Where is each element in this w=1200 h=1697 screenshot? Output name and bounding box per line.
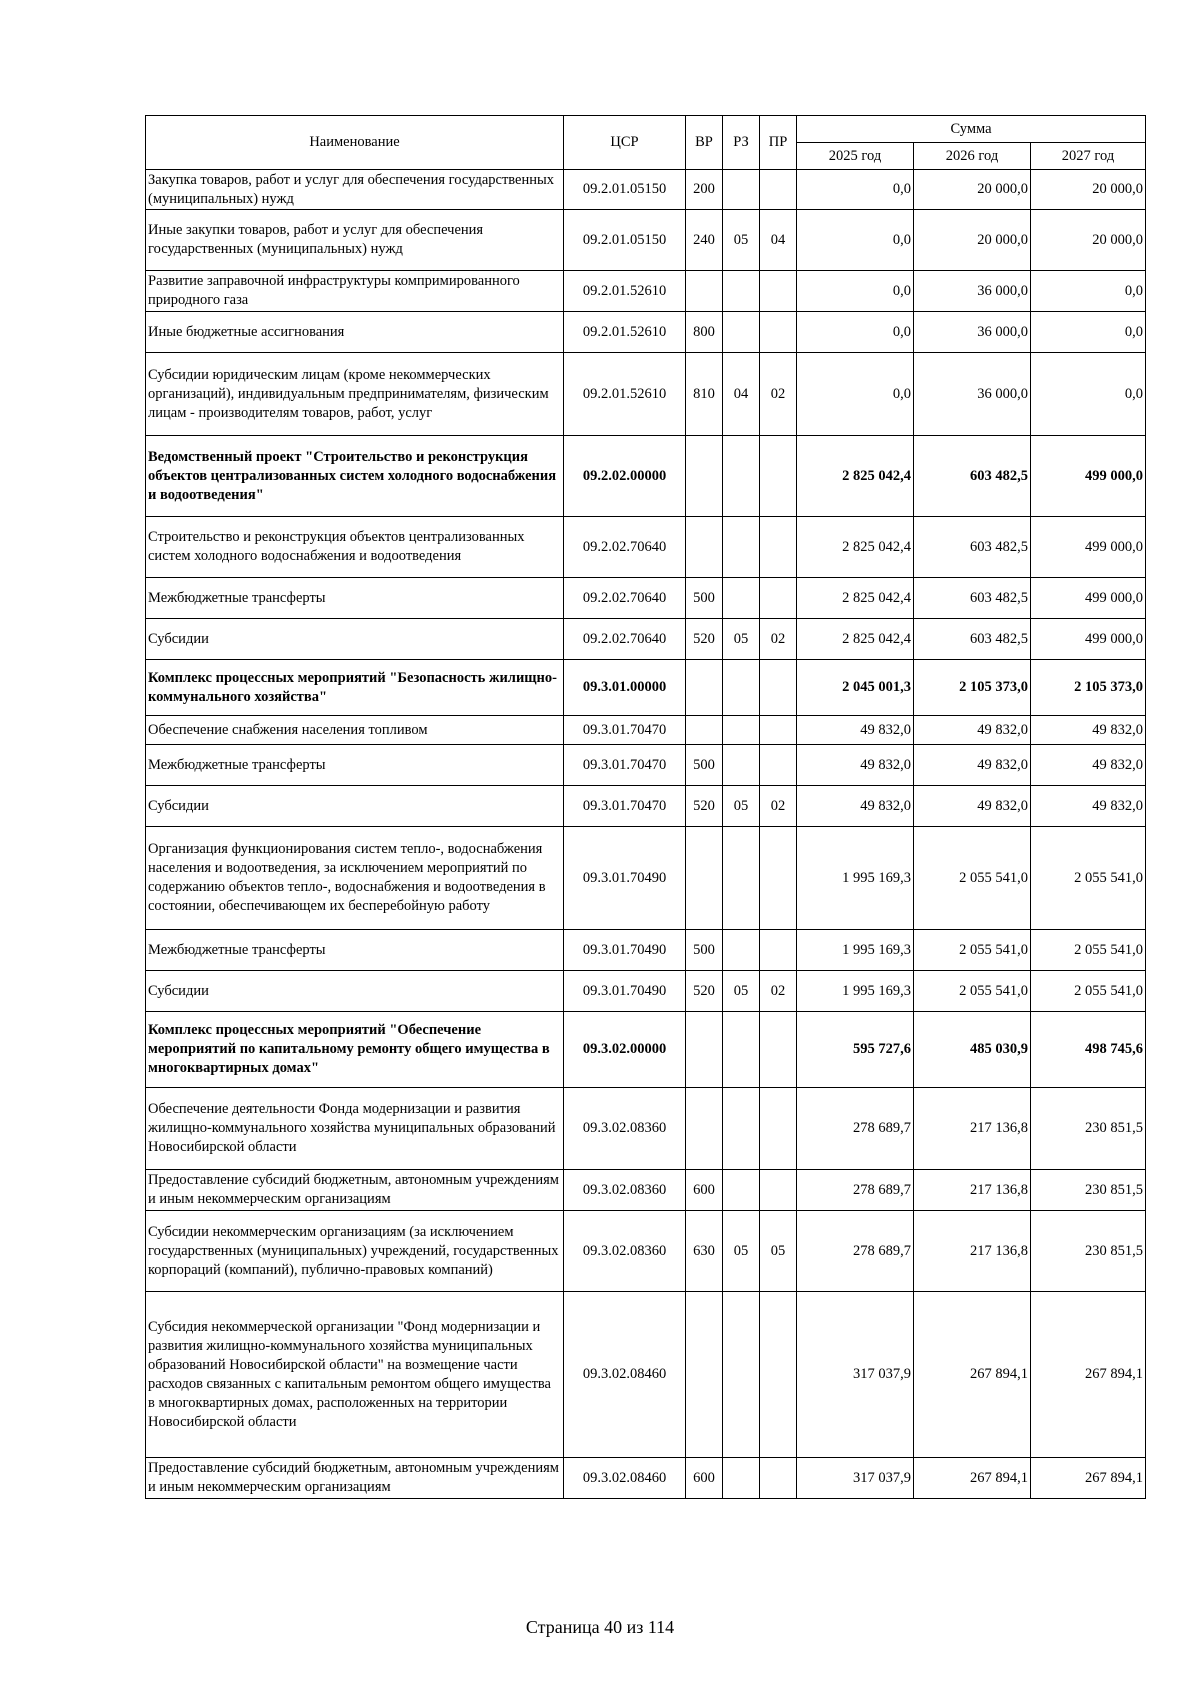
row-sum-2026: 603 482,5 (914, 578, 1031, 619)
row-name: Иные бюджетные ассигнования (146, 312, 564, 353)
row-sum-2027: 0,0 (1031, 353, 1146, 436)
row-csr: 09.2.02.70640 (564, 619, 686, 660)
row-sum-2025: 317 037,9 (797, 1292, 914, 1458)
row-csr: 09.3.02.08360 (564, 1170, 686, 1211)
header-name: Наименование (146, 116, 564, 170)
row-pr (760, 517, 797, 578)
row-sum-2026: 603 482,5 (914, 517, 1031, 578)
row-pr (760, 930, 797, 971)
row-sum-2026: 267 894,1 (914, 1458, 1031, 1499)
row-rz (723, 271, 760, 312)
row-sum-2027: 267 894,1 (1031, 1458, 1146, 1499)
row-sum-2027: 498 745,6 (1031, 1012, 1146, 1088)
row-rz (723, 517, 760, 578)
row-csr: 09.2.02.70640 (564, 517, 686, 578)
row-sum-2025: 1 995 169,3 (797, 971, 914, 1012)
row-sum-2027: 230 851,5 (1031, 1170, 1146, 1211)
row-vr: 500 (686, 578, 723, 619)
row-pr (760, 312, 797, 353)
row-csr: 09.3.02.08460 (564, 1458, 686, 1499)
row-sum-2025: 0,0 (797, 312, 914, 353)
row-rz: 05 (723, 210, 760, 271)
row-pr: 02 (760, 786, 797, 827)
row-vr: 600 (686, 1170, 723, 1211)
row-sum-2025: 49 832,0 (797, 716, 914, 745)
table-row (146, 619, 1146, 660)
table-row (146, 971, 1146, 1012)
row-pr: 04 (760, 210, 797, 271)
row-sum-2026: 20 000,0 (914, 170, 1031, 210)
row-sum-2025: 2 045 001,3 (797, 660, 914, 716)
row-sum-2025: 49 832,0 (797, 745, 914, 786)
table-row (146, 1292, 1146, 1458)
row-name: Межбюджетные трансферты (146, 578, 564, 619)
table-row (146, 436, 1146, 517)
row-pr (760, 578, 797, 619)
row-name: Обеспечение снабжения населения топливом (146, 716, 564, 745)
table-row (146, 716, 1146, 745)
row-name: Комплекс процессных мероприятий "Безопасность жилищно-коммунального хозяйства" (146, 660, 564, 716)
row-rz (723, 660, 760, 716)
row-sum-2025: 2 825 042,4 (797, 436, 914, 517)
row-sum-2025: 2 825 042,4 (797, 619, 914, 660)
row-sum-2025: 595 727,6 (797, 1012, 914, 1088)
row-vr: 810 (686, 353, 723, 436)
row-sum-2026: 485 030,9 (914, 1012, 1031, 1088)
row-sum-2026: 217 136,8 (914, 1088, 1031, 1170)
row-vr (686, 660, 723, 716)
row-vr: 500 (686, 930, 723, 971)
row-sum-2026: 49 832,0 (914, 745, 1031, 786)
row-name: Субсидии (146, 786, 564, 827)
row-name: Закупка товаров, работ и услуг для обеспечения государственных (муниципальных) нужд (146, 170, 564, 210)
page-number: Страница 40 из 114 (525, 1617, 675, 1637)
row-sum-2027: 499 000,0 (1031, 517, 1146, 578)
row-rz (723, 312, 760, 353)
row-vr (686, 716, 723, 745)
row-csr: 09.3.01.70490 (564, 971, 686, 1012)
row-vr: 600 (686, 1458, 723, 1499)
row-sum-2027: 20 000,0 (1031, 210, 1146, 271)
row-sum-2027: 499 000,0 (1031, 578, 1146, 619)
row-name: Организация функционирования систем тепло-, водоснабжения населения и водоотведения, за исключением мероприятий по содержанию объектов тепло-, водоснабжения и водоотведения в состоянии, обеспечивающем их бесперебойную работу (146, 827, 564, 930)
row-sum-2026: 217 136,8 (914, 1170, 1031, 1211)
row-csr: 09.2.01.05150 (564, 170, 686, 210)
row-pr: 02 (760, 353, 797, 436)
row-sum-2026: 36 000,0 (914, 271, 1031, 312)
table-row (146, 930, 1146, 971)
row-sum-2026: 20 000,0 (914, 210, 1031, 271)
row-vr: 800 (686, 312, 723, 353)
row-rz (723, 745, 760, 786)
row-sum-2027: 230 851,5 (1031, 1088, 1146, 1170)
row-pr: 02 (760, 971, 797, 1012)
table-row (146, 210, 1146, 271)
row-pr: 02 (760, 619, 797, 660)
row-name: Предоставление субсидий бюджетным, автономным учреждениям и иным некоммерческим организациям (146, 1458, 564, 1499)
row-pr (760, 1458, 797, 1499)
row-name: Ведомственный проект "Строительство и реконструкция объектов централизованных систем холодного водоснабжения и водоотведения" (146, 436, 564, 517)
table-row (146, 353, 1146, 436)
row-name: Субсидии некоммерческим организациям (за исключением государственных (муниципальных) учреждений, государственных корпораций (компаний), публично-правовых компаний) (146, 1211, 564, 1292)
row-sum-2027: 0,0 (1031, 271, 1146, 312)
row-sum-2025: 0,0 (797, 210, 914, 271)
row-sum-2026: 2 055 541,0 (914, 930, 1031, 971)
row-vr: 520 (686, 971, 723, 1012)
row-sum-2026: 36 000,0 (914, 353, 1031, 436)
row-rz (723, 1170, 760, 1211)
row-vr: 520 (686, 786, 723, 827)
table-row (146, 1458, 1146, 1499)
row-sum-2027: 230 851,5 (1031, 1211, 1146, 1292)
row-sum-2026: 2 055 541,0 (914, 827, 1031, 930)
row-rz (723, 436, 760, 517)
row-sum-2026: 36 000,0 (914, 312, 1031, 353)
row-name: Межбюджетные трансферты (146, 745, 564, 786)
row-sum-2027: 49 832,0 (1031, 745, 1146, 786)
budget-table (145, 115, 1146, 1499)
row-sum-2025: 49 832,0 (797, 786, 914, 827)
row-vr (686, 1012, 723, 1088)
row-rz: 04 (723, 353, 760, 436)
row-vr: 500 (686, 745, 723, 786)
table-body (146, 170, 1146, 1499)
row-rz: 05 (723, 1211, 760, 1292)
table-row (146, 745, 1146, 786)
table-row (146, 1170, 1146, 1211)
row-sum-2025: 2 825 042,4 (797, 578, 914, 619)
row-pr (760, 745, 797, 786)
row-name: Субсидии (146, 971, 564, 1012)
row-sum-2026: 2 105 373,0 (914, 660, 1031, 716)
row-name: Субсидия некоммерческой организации "Фонд модернизации и развития жилищно-коммунального хозяйства муниципальных образований Новосибирской области" на возмещение части расходов связанных с капитальным ремонтом общего имущества в многоквартирных домах, расположенных на территории Новосибирской области (146, 1292, 564, 1458)
row-rz: 05 (723, 786, 760, 827)
row-sum-2025: 1 995 169,3 (797, 930, 914, 971)
row-sum-2027: 499 000,0 (1031, 619, 1146, 660)
row-sum-2025: 0,0 (797, 170, 914, 210)
row-vr (686, 827, 723, 930)
row-pr (760, 170, 797, 210)
row-csr: 09.2.01.52610 (564, 312, 686, 353)
row-name: Межбюджетные трансферты (146, 930, 564, 971)
row-rz (723, 578, 760, 619)
row-rz (723, 170, 760, 210)
row-sum-2025: 2 825 042,4 (797, 517, 914, 578)
row-csr: 09.3.02.08360 (564, 1211, 686, 1292)
header-2026: 2026 год (914, 143, 1031, 170)
row-sum-2026: 603 482,5 (914, 619, 1031, 660)
header-csr: ЦСР (564, 116, 686, 170)
table-row (146, 271, 1146, 312)
row-pr (760, 1292, 797, 1458)
row-name: Обеспечение деятельности Фонда модернизации и развития жилищно-коммунального хозяйства муниципальных образований Новосибирской области (146, 1088, 564, 1170)
row-sum-2026: 2 055 541,0 (914, 971, 1031, 1012)
row-vr (686, 517, 723, 578)
table-row (146, 517, 1146, 578)
row-sum-2025: 0,0 (797, 271, 914, 312)
row-name: Предоставление субсидий бюджетным, автономным учреждениям и иным некоммерческим организациям (146, 1170, 564, 1211)
header-2027: 2027 год (1031, 143, 1146, 170)
table-row (146, 1088, 1146, 1170)
row-sum-2027: 20 000,0 (1031, 170, 1146, 210)
row-vr (686, 1088, 723, 1170)
row-sum-2027: 49 832,0 (1031, 786, 1146, 827)
row-csr: 09.3.01.70470 (564, 786, 686, 827)
row-csr: 09.2.02.70640 (564, 578, 686, 619)
table-row (146, 1012, 1146, 1088)
row-vr (686, 271, 723, 312)
row-sum-2026: 49 832,0 (914, 786, 1031, 827)
row-sum-2027: 2 055 541,0 (1031, 971, 1146, 1012)
row-vr: 240 (686, 210, 723, 271)
row-sum-2025: 278 689,7 (797, 1211, 914, 1292)
row-sum-2026: 217 136,8 (914, 1211, 1031, 1292)
row-pr (760, 271, 797, 312)
row-name: Развитие заправочной инфраструктуры компримированного природного газа (146, 271, 564, 312)
row-sum-2026: 49 832,0 (914, 716, 1031, 745)
row-rz (723, 827, 760, 930)
table-row (146, 827, 1146, 930)
header-sum: Сумма (797, 116, 1146, 143)
row-rz: 05 (723, 619, 760, 660)
row-name: Субсидии (146, 619, 564, 660)
row-rz (723, 1458, 760, 1499)
row-sum-2027: 499 000,0 (1031, 436, 1146, 517)
row-rz (723, 1292, 760, 1458)
row-name: Иные закупки товаров, работ и услуг для обеспечения государственных (муниципальных) нужд (146, 210, 564, 271)
table-row (146, 786, 1146, 827)
row-vr: 520 (686, 619, 723, 660)
row-pr (760, 1170, 797, 1211)
row-name: Комплекс процессных мероприятий "Обеспечение мероприятий по капитальному ремонту общего имущества в многоквартирных домах" (146, 1012, 564, 1088)
table-row (146, 170, 1146, 210)
table-row (146, 578, 1146, 619)
row-sum-2027: 49 832,0 (1031, 716, 1146, 745)
row-rz (723, 1012, 760, 1088)
row-name: Субсидии юридическим лицам (кроме некоммерческих организаций), индивидуальным предпринимателям, физическим лицам - производителям товаров, работ, услуг (146, 353, 564, 436)
row-sum-2025: 1 995 169,3 (797, 827, 914, 930)
header-rz: РЗ (723, 116, 760, 170)
table-header (146, 116, 1146, 170)
row-sum-2027: 2 055 541,0 (1031, 827, 1146, 930)
row-vr (686, 436, 723, 517)
row-csr: 09.3.01.70470 (564, 745, 686, 786)
row-sum-2026: 267 894,1 (914, 1292, 1031, 1458)
row-csr: 09.3.01.70490 (564, 827, 686, 930)
row-pr (760, 716, 797, 745)
row-pr: 05 (760, 1211, 797, 1292)
row-csr: 09.2.01.05150 (564, 210, 686, 271)
row-csr: 09.3.02.00000 (564, 1012, 686, 1088)
row-sum-2027: 0,0 (1031, 312, 1146, 353)
table-row (146, 660, 1146, 716)
row-csr: 09.3.02.08460 (564, 1292, 686, 1458)
row-csr: 09.3.02.08360 (564, 1088, 686, 1170)
header-pr: ПР (760, 116, 797, 170)
row-pr (760, 827, 797, 930)
row-sum-2025: 317 037,9 (797, 1458, 914, 1499)
header-2025: 2025 год (797, 143, 914, 170)
row-csr: 09.2.01.52610 (564, 353, 686, 436)
row-csr: 09.3.01.70470 (564, 716, 686, 745)
row-rz (723, 1088, 760, 1170)
row-pr (760, 660, 797, 716)
row-vr: 630 (686, 1211, 723, 1292)
row-vr: 200 (686, 170, 723, 210)
row-sum-2025: 278 689,7 (797, 1088, 914, 1170)
row-sum-2025: 278 689,7 (797, 1170, 914, 1211)
row-csr: 09.3.01.70490 (564, 930, 686, 971)
row-rz (723, 930, 760, 971)
row-sum-2027: 267 894,1 (1031, 1292, 1146, 1458)
row-sum-2027: 2 105 373,0 (1031, 660, 1146, 716)
row-sum-2026: 603 482,5 (914, 436, 1031, 517)
row-rz (723, 716, 760, 745)
row-pr (760, 1012, 797, 1088)
table-row (146, 1211, 1146, 1292)
header-vr: ВР (686, 116, 723, 170)
row-pr (760, 1088, 797, 1170)
row-csr: 09.2.02.00000 (564, 436, 686, 517)
row-vr (686, 1292, 723, 1458)
row-name: Строительство и реконструкция объектов централизованных систем холодного водоснабжения и водоотведения (146, 517, 564, 578)
row-sum-2025: 0,0 (797, 353, 914, 436)
row-csr: 09.3.01.00000 (564, 660, 686, 716)
row-rz: 05 (723, 971, 760, 1012)
row-pr (760, 436, 797, 517)
row-csr: 09.2.01.52610 (564, 271, 686, 312)
row-sum-2027: 2 055 541,0 (1031, 930, 1146, 971)
table-row (146, 312, 1146, 353)
